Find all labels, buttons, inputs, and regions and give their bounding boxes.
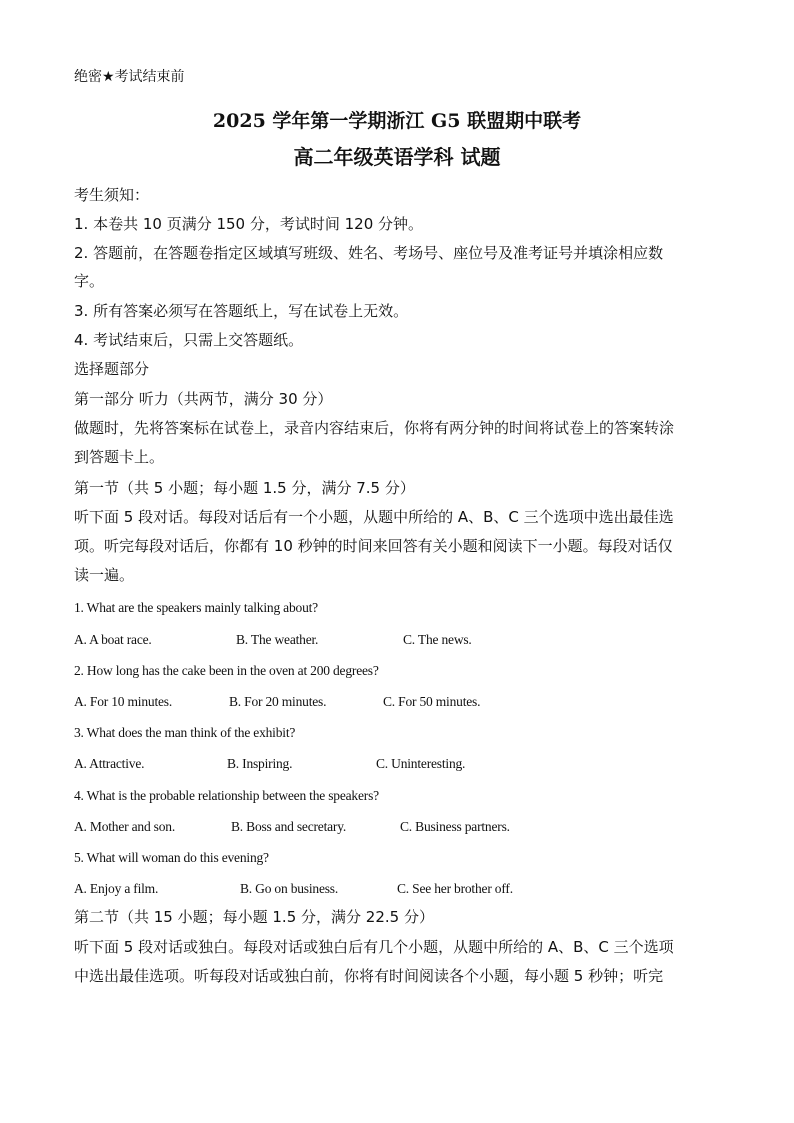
question-stem: 5. What will woman do this evening? — [74, 850, 269, 865]
section1-instruction: 项。听完每段对话后，你都有 10 秒钟的时间来回答有关小题和阅读下一小题。每段对话仅 — [74, 537, 673, 555]
part1-instruction: 到答题卡上。 — [74, 448, 165, 466]
option-a: A. Mother and son. — [74, 819, 176, 834]
option-b: B. Inspiring. — [227, 756, 293, 771]
notice-item: 4. 考试结束后，只需上交答题纸。 — [74, 331, 304, 349]
section1-instruction: 听下面 5 段对话。每段对话后有一个小题，从题中所给的 A、B、C 三个选项中选出最佳选 — [74, 508, 674, 526]
part1-instruction: 做题时，先将答案标在试卷上，录音内容结束后，你将有两分钟的时间将试卷上的答案转涂 — [74, 419, 675, 437]
section1-heading: 第一节（共 5 小题；每小题 1.5 分，满分 7.5 分） — [74, 479, 415, 497]
option-c: C. For 50 minutes. — [383, 694, 481, 709]
notice-item: 3. 所有答案必须写在答题纸上，写在试卷上无效。 — [74, 302, 409, 320]
option-a: A. A boat race. — [74, 632, 152, 647]
exam-title: 2025 学年第一学期浙江 G5 联盟期中联考 — [212, 110, 582, 132]
option-c: C. Business partners. — [400, 819, 510, 834]
question-stem: 3. What does the man think of the exhibit? — [74, 725, 296, 740]
confidential-mark: 绝密★考试结束前 — [74, 69, 185, 85]
question-stem: 4. What is the probable relationship between the speakers? — [74, 788, 379, 803]
section1-instruction: 读一遍。 — [74, 566, 135, 584]
option-a: A. Attractive. — [74, 756, 145, 771]
notice-item: 字。 — [74, 272, 105, 290]
option-c: C. The news. — [403, 632, 472, 647]
option-a: A. For 10 minutes. — [74, 694, 173, 709]
notice-item: 2. 答题前，在答题卷指定区域填写班级、姓名、考场号、座位号及准考证号并填涂相应数 — [74, 244, 664, 262]
notice-item: 1. 本卷共 10 页满分 150 分，考试时间 120 分钟。 — [74, 215, 424, 233]
section2-instruction: 听下面 5 段对话或独白。每段对话或独白后有几个小题，从题中所给的 A、B、C 三个选项 — [74, 938, 674, 956]
option-b: B. For 20 minutes. — [229, 694, 327, 709]
section2-instruction: 中选出最佳选项。听每段对话或独白前，你将有时间阅读各个小题，每小题 5 秒钟；听完 — [74, 967, 664, 985]
option-c: C. Uninteresting. — [376, 756, 466, 771]
question-stem: 2. How long has the cake been in the oven at 200 degrees? — [74, 663, 379, 678]
option-a: A. Enjoy a film. — [74, 881, 159, 896]
option-c: C. See her brother off. — [397, 881, 513, 896]
section2-heading: 第二节（共 15 小题；每小题 1.5 分，满分 22.5 分） — [74, 908, 434, 926]
option-b: B. Boss and secretary. — [231, 819, 347, 834]
notice-heading: 考生须知： — [74, 186, 150, 204]
part1-heading: 第一部分 听力（共两节，满分 30 分） — [74, 390, 333, 408]
exam-subtitle: 高二年级英语学科 试题 — [293, 145, 501, 169]
choice-section-label: 选择题部分 — [74, 360, 150, 378]
option-b: B. The weather. — [236, 632, 319, 647]
option-b: B. Go on business. — [240, 881, 339, 896]
question-stem: 1. What are the speakers mainly talking about? — [74, 600, 318, 615]
